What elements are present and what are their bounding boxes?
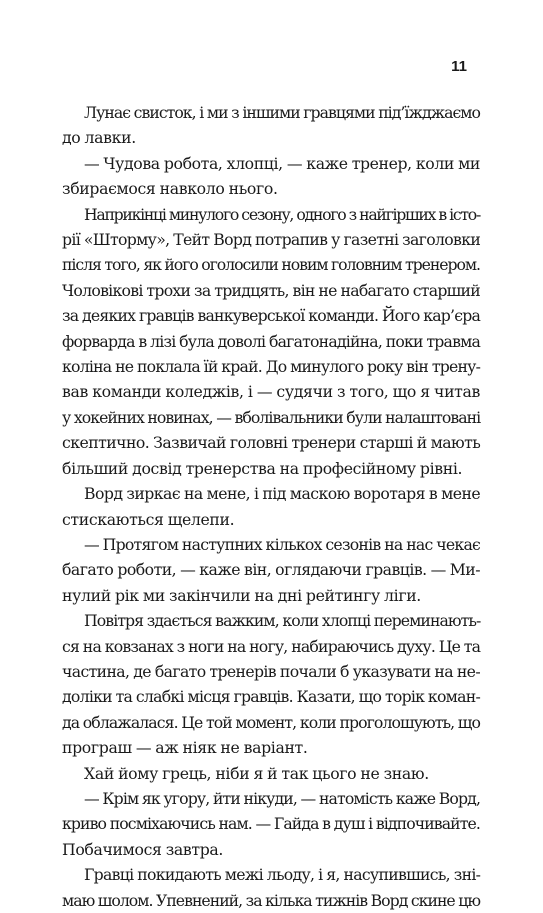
text-line: коліна не поклала їй край. До минулого року він трену- — [62, 357, 481, 377]
text-line: маю шолом. Упевнений, за кілька тижнів Ворд скине цю — [62, 890, 481, 910]
text-line: стискаються щелепи. — [62, 509, 235, 529]
page-number: 11 — [451, 58, 467, 75]
text-line: більший досвід тренерства на професійному рівні. — [62, 458, 463, 478]
text-line: криво посміхаючись нам. — Гайда в душ і відпочивайте. — [62, 814, 480, 834]
text-line: — Чудова робота, хлопці, — каже тренер, коли ми — [84, 153, 480, 173]
paragraph — [62, 532, 480, 608]
text-line: ся на ковзанах з ноги на ногу, набираючись духу. Це та — [62, 636, 481, 656]
paragraph — [62, 608, 480, 760]
text-line: частина, де багато тренерів почали б указувати на не- — [62, 661, 480, 681]
text-line: Гравці покидають межі льоду, і я, насупившись, зні- — [84, 865, 481, 885]
text-line: за деяких гравців ванкуверської команди. Його кар’єра — [62, 306, 480, 326]
paragraph — [62, 761, 480, 786]
text-line: рії «Шторму», Тейт Ворд потрапив у газетні заголовки — [62, 230, 481, 250]
text-line: Побачимося завтра. — [62, 839, 224, 859]
paragraph — [62, 786, 480, 862]
text-line: до лавки. — [62, 128, 136, 148]
text-line: Наприкінці минулого сезону, одного з найгірших в істо- — [84, 204, 480, 224]
text-line: збираємося навколо нього. — [62, 179, 278, 199]
text-line: да облажалася. Це той момент, коли проголошують, що — [62, 712, 480, 732]
text-line: після того, як його оголосили новим головним тренером. — [62, 255, 480, 275]
text-line: форварда в лізі була доволі багатонадійна, поки травма — [62, 331, 481, 351]
paragraph — [62, 151, 480, 202]
text-line: багато роботи, — каже він, оглядаючи гравців. — Ми- — [62, 560, 480, 580]
paragraph — [62, 100, 480, 151]
text-line: доліки та слабкі місця гравців. Казати, що торік коман- — [62, 687, 480, 707]
text-line: у хокейних новинах, — вболівальники були налаштовані — [62, 407, 481, 427]
text-line: Хай йому грець, ніби я й так цього не знаю. — [84, 763, 429, 783]
text-line: вав команди коледжів, і — судячи з того, що я читав — [62, 382, 480, 402]
text-line: — Протягом наступних кількох сезонів на нас чекає — [84, 534, 481, 554]
text-line: скептично. Зазвичай головні тренери старші й мають — [62, 433, 481, 453]
text-line: нулий рік ми закінчили на дні рейтингу ліги. — [62, 585, 421, 605]
paragraph — [62, 202, 480, 481]
text-line: Чоловікові трохи за тридцять, він не набагато старший — [62, 280, 480, 300]
text-line: Лунає свисток, і ми з іншими гравцями під’їжджаємо — [84, 103, 480, 122]
paragraph — [62, 481, 480, 532]
paragraph — [62, 862, 480, 913]
text-line: Повітря здається важким, коли хлопці переминають- — [84, 611, 481, 631]
body-text — [62, 100, 480, 913]
text-line: Ворд зиркає на мене, і під маскою воротаря в мене — [84, 484, 481, 504]
text-line: програш — аж ніяк не варіант. — [62, 738, 308, 758]
text-line: — Крім як угору, йти нікуди, — натомість каже Ворд, — [84, 788, 481, 808]
